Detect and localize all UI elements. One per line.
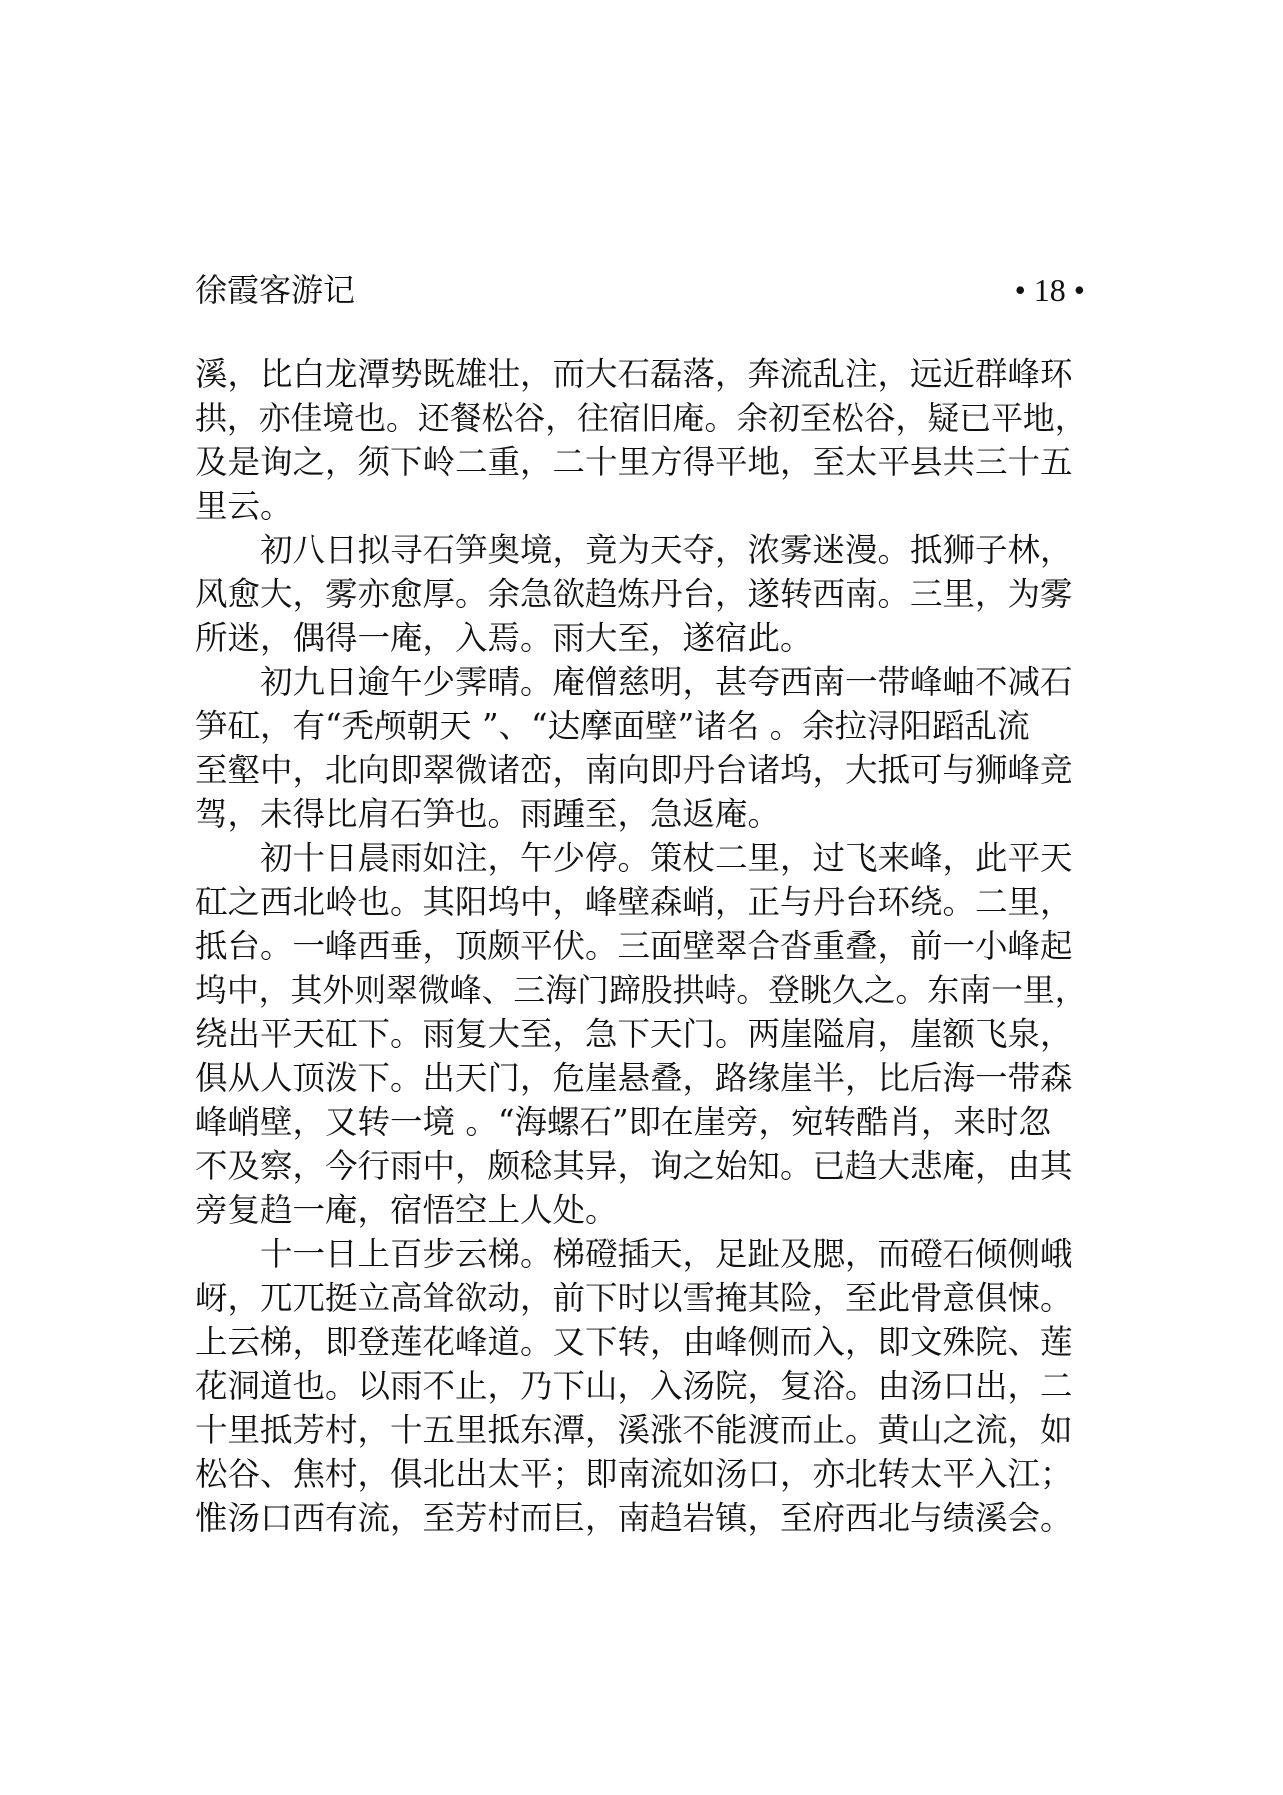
text-line: 笋矼，有“秃颅朝天 ”、“达摩面壁”诸名 。余拉浔阳蹈乱流 <box>195 707 1030 745</box>
text-line: 岈，兀兀挺立高耸欲动，前下时以雪掩其险，至此骨意俱悚。 <box>195 1279 1073 1317</box>
text-line: 及是询之，须下岭二重，二十里方得平地，至太平县共三十五 <box>195 443 1073 481</box>
text-line: 十一日上百步云梯。梯磴插天，足趾及腮，而磴石倾侧峨 <box>260 1235 1073 1273</box>
text-line: 所迷，偶得一庵，入焉。雨大至，遂宿此。 <box>195 619 813 657</box>
text-line: 惟汤口西有流，至芳村而巨，南趋岩镇，至府西北与绩溪会。 <box>195 1499 1073 1537</box>
text-line: 花洞道也。以雨不止，乃下山，入汤院，复浴。由汤口出，二 <box>195 1367 1073 1405</box>
text-line: 风愈大，雾亦愈厚。余急欲趋炼丹台，遂转西南。三里，为雾 <box>195 575 1073 613</box>
text-line: 坞中，其外则翠微峰、三海门蹄股拱峙。登眺久之。东南一里， <box>195 971 1087 1009</box>
text-line: 至壑中，北向即翠微诸峦，南向即丹台诸坞，大抵可与狮峰竞 <box>195 751 1073 789</box>
text-line: 上云梯，即登莲花峰道。又下转，由峰侧而入，即文殊院、莲 <box>195 1323 1073 1361</box>
book-title: 徐霞客游记 <box>195 271 356 309</box>
body-text <box>195 352 1087 1540</box>
page-number: • 18 • <box>1014 272 1085 308</box>
text-line: 旁复趋一庵，宿悟空上人处。 <box>195 1191 618 1229</box>
text-line: 拱，亦佳境也。还餐松谷，往宿旧庵。余初至松谷，疑已平地， <box>195 399 1087 437</box>
text-line: 十里抵芳村，十五里抵东潭，溪涨不能渡而止。黄山之流，如 <box>195 1411 1073 1449</box>
text-line: 溪，比白龙潭势既雄壮，而大石磊落，奔流乱注，远近群峰环 <box>195 355 1073 393</box>
text-line: 驾，未得比肩石笋也。雨踵至，急返庵。 <box>195 795 781 833</box>
text-line: 初十日晨雨如注，午少停。策杖二里，过飞来峰，此平天 <box>260 839 1073 877</box>
text-line: 抵台。一峰西垂，顶颇平伏。三面壁翠合沓重叠，前一小峰起 <box>195 927 1073 965</box>
text-line: 初八日拟寻石笋奥境，竟为天夺，浓雾迷漫。抵狮子林， <box>260 531 1073 569</box>
running-head <box>195 268 1085 312</box>
text-line: 绕出平天矼下。雨复大至，急下天门。两崖隘肩，崖额飞泉， <box>195 1015 1073 1053</box>
text-line: 里云。 <box>195 487 293 525</box>
text-line: 矼之西北岭也。其阳坞中，峰壁森峭，正与丹台环绕。二里， <box>195 883 1073 921</box>
text-line: 松谷、焦村，俱北出太平；即南流如汤口，亦北转太平入江； <box>195 1455 1073 1493</box>
text-line: 峰峭壁，又转一境 。“海螺石”即在崖旁，宛转酷肖，来时忽 <box>195 1103 1052 1141</box>
text-line: 不及察，今行雨中，颇稔其异，询之始知。已趋大悲庵，由其 <box>195 1147 1073 1185</box>
text-line: 俱从人顶泼下。出天门，危崖悬叠，路缘崖半，比后海一带森 <box>195 1059 1073 1097</box>
text-line: 初九日逾午少霁晴。庵僧慈明，甚夸西南一带峰岫不减石 <box>260 663 1073 701</box>
